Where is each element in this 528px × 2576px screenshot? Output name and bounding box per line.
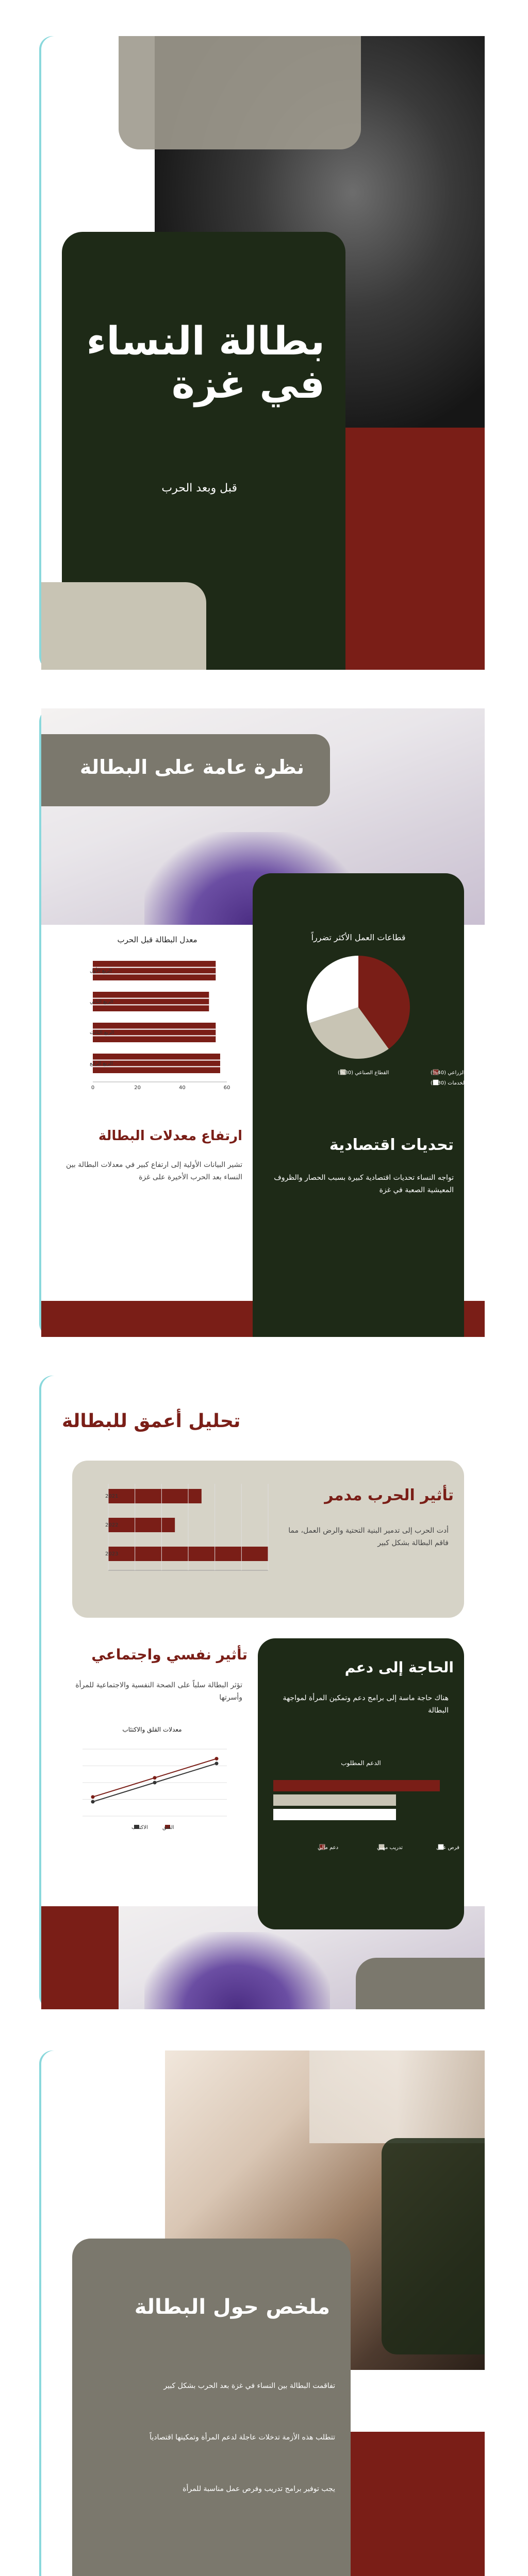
line-chart-title: معدلات القلق والاكتئاب	[122, 1726, 182, 1733]
left-section-title: ارتفاع معدلات البطالة	[98, 1128, 242, 1144]
legend-label: القلق	[162, 1825, 174, 1831]
legend-label: تدريب مهني	[377, 1845, 403, 1851]
left-section-body: تشير البيانات الأولية إلى ارتفاع كبير في معدلات البطالة بين النساء بعد الحرب الأخيرة على غزة	[66, 1161, 242, 1181]
slide1-title: بطالة النساء في غزة	[86, 318, 325, 407]
pie-legend-label: القطاع الصناعي (30%)	[338, 1070, 389, 1076]
slide-4	[41, 2050, 485, 2576]
x-tick-label: 40	[178, 1085, 186, 1091]
pie-chart-title: قطاعات العمل الأكثر تضرراً	[311, 933, 406, 942]
bar	[273, 1780, 440, 1791]
right-section-body: تواجه النساء تحديات اقتصادية كبيرة بسبب الحصار والظروف المعيشية الصعبة في غزة	[274, 1174, 454, 1194]
support-body: هناك حاجة ماسة إلى برامج دعم وتمكين المرأة لمواجهة البطالة	[283, 1694, 449, 1715]
bar-category-label: الربع الثاني	[90, 999, 113, 1005]
legend-label: فرص عمل	[436, 1845, 459, 1851]
slide-1	[41, 36, 485, 670]
bar-category-label: 2021	[105, 1494, 119, 1499]
war-impact-body: أدت الحرب إلى تدمير البنية التحتية والرض العمل، مما فاقم البطالة بشكل كبير	[288, 1527, 449, 1547]
right-dark-card-bottom	[253, 1301, 464, 1337]
office-photo-window	[309, 2050, 485, 2143]
pie-legend-label: القطاع الزراعي (40%)	[431, 1070, 481, 1076]
legend-label: دعم مالي	[318, 1845, 339, 1851]
bar-category-label: 2023	[105, 1551, 119, 1557]
bar-chart-support	[268, 1772, 459, 1896]
bar	[273, 1809, 396, 1820]
slide2-header: نظرة عامة على البطالة	[79, 756, 304, 778]
summary-card	[72, 2239, 351, 2576]
bar-category-label: الربع الرابع	[90, 1061, 113, 1066]
slide-2	[41, 708, 485, 1337]
bar-chart-title: معدل البطالة قبل الحرب	[117, 935, 197, 944]
right-green-block	[382, 2138, 485, 2354]
right-section-title: تحديات اقتصادية	[329, 1136, 454, 1154]
x-tick-label: 20	[134, 1085, 141, 1091]
series-point	[153, 1781, 157, 1785]
summary-bullet-1: تفاقمت البطالة بين النساء في غزة بعد الحرب بشكل كبير	[163, 2382, 335, 2390]
x-tick-label: 0	[91, 1085, 95, 1091]
slide3-header: تحليل أعمق للبطالة	[62, 1411, 241, 1432]
bottom-red-block	[340, 428, 485, 670]
legend-label: الاكتئاب	[131, 1825, 148, 1831]
top-taupe-block	[119, 36, 361, 149]
support-title: الحاجة إلى دعم	[344, 1659, 454, 1676]
summary-bullet-3: يجب توفير برامج تدريب وفرص عمل مناسبة للمرأة	[183, 2485, 335, 2493]
series-point	[215, 1761, 219, 1765]
left-red-block	[41, 1906, 119, 2009]
war-impact-title: تأثير الحرب مدمر	[324, 1486, 454, 1504]
bar-category-label: 2022	[105, 1522, 119, 1528]
summary-bullet-2: تتطلب هذه الأزمة تدخلات عاجلة لدعم المرأة وتمكينها اقتصادياً	[150, 2433, 335, 2442]
line-chart-anxiety	[62, 1739, 248, 1837]
bar-category-label: الربع الأول	[90, 968, 112, 974]
bar-category-label: الربع الثالث	[90, 1030, 114, 1036]
pie-legend-label: قطاع الخدمات (30%)	[431, 1080, 479, 1086]
bottom-red-block	[351, 2432, 485, 2576]
bottom-beige-block	[41, 582, 206, 670]
series-point	[153, 1776, 157, 1780]
bar	[273, 1794, 396, 1806]
x-tick-label: 60	[223, 1085, 230, 1091]
pie-chart	[263, 948, 481, 1097]
slide1-subtitle: قبل وبعد الحرب	[161, 482, 237, 495]
bar	[108, 1489, 202, 1503]
bar-chart-before-war	[62, 951, 248, 1090]
support-chart-title: الدعم المطلوب	[341, 1759, 381, 1767]
series-point	[91, 1795, 95, 1799]
slide4-title: ملخص حول البطالة	[134, 2295, 330, 2319]
bar-chart-war-impact	[82, 1479, 278, 1597]
psych-body: تؤثر البطالة سلباً على الصحة النفسية والاجتماعية للمرأة وأسرتها	[75, 1681, 242, 1702]
bottom-right-taupe	[356, 1958, 485, 2009]
bottom-photo-accent	[144, 1932, 330, 2009]
psych-title: تأثير نفسي واجتماعي	[91, 1646, 248, 1663]
slide-3	[41, 1376, 485, 2009]
right-dark-card	[253, 873, 464, 1337]
series-point	[91, 1800, 95, 1804]
series-point	[215, 1757, 219, 1760]
